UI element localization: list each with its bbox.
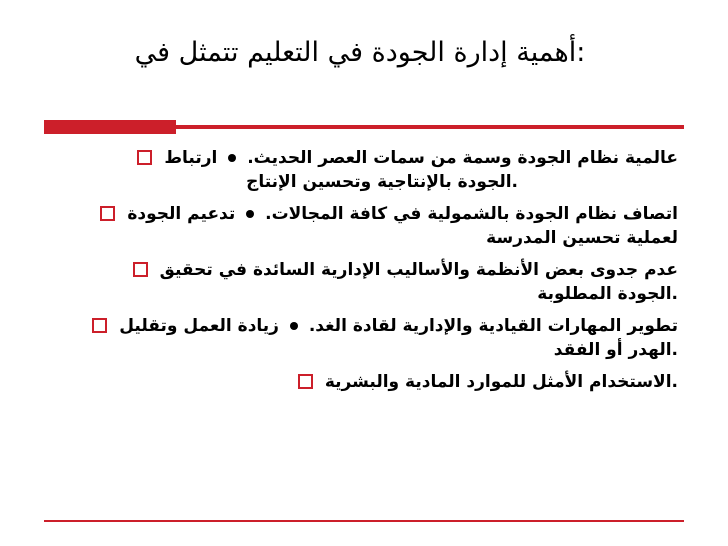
bullet-line [60,202,678,226]
bullet-text: عدم جدوى بعض الأنظمة والأساليب الإدارية السائدة في تحقيق [159,260,678,280]
square-outline-icon [100,206,115,221]
bullet-text: تدعيم الجودة [127,204,236,224]
bullet-text: ارتباط [164,148,218,168]
bullet-text: تطوير المهارات القيادية والإدارية لقادة الغد. [308,316,678,336]
square-outline-icon [298,374,313,389]
filled-circle-icon [246,210,254,218]
list-item [60,314,678,362]
square-outline-icon [92,318,107,333]
filled-circle-icon [290,322,298,330]
bullet-text: اتصاف نظام الجودة بالشمولية في كافة المجالات. [265,204,678,224]
bullet-continuation: لعملية تحسين المدرسة [486,228,678,248]
list-item [60,146,678,194]
bullet-line [60,314,678,338]
bullet-text: زيادة العمل وتقليل [119,316,279,336]
bullet-line [60,370,678,394]
bottom-divider [44,520,684,522]
divider-line [176,125,684,129]
filled-circle-icon [228,154,236,162]
title-divider [44,120,684,134]
bullet-continuation: .الجودة بالإنتاجية وتحسين الإنتاج [246,172,518,192]
square-outline-icon [137,150,152,165]
bullet-list [60,146,678,402]
slide-title: :أهمية إدارة الجودة في التعليم تتمثل في [134,37,586,68]
bullet-text: .الاستخدام الأمثل للموارد المادية والبشرية [324,372,678,392]
list-item [60,258,678,306]
bullet-line [60,258,678,282]
list-item [60,370,678,394]
square-outline-icon [133,262,148,277]
divider-accent-block [44,120,176,134]
list-item [60,202,678,250]
bullet-line [60,146,678,170]
bullet-text: عالمية نظام الجودة وسمة من سمات العصر الحديث. [247,148,678,168]
bullet-continuation: .الجودة المطلوبة [537,284,678,304]
bullet-continuation: .الهدر أو الفقد [553,340,678,360]
